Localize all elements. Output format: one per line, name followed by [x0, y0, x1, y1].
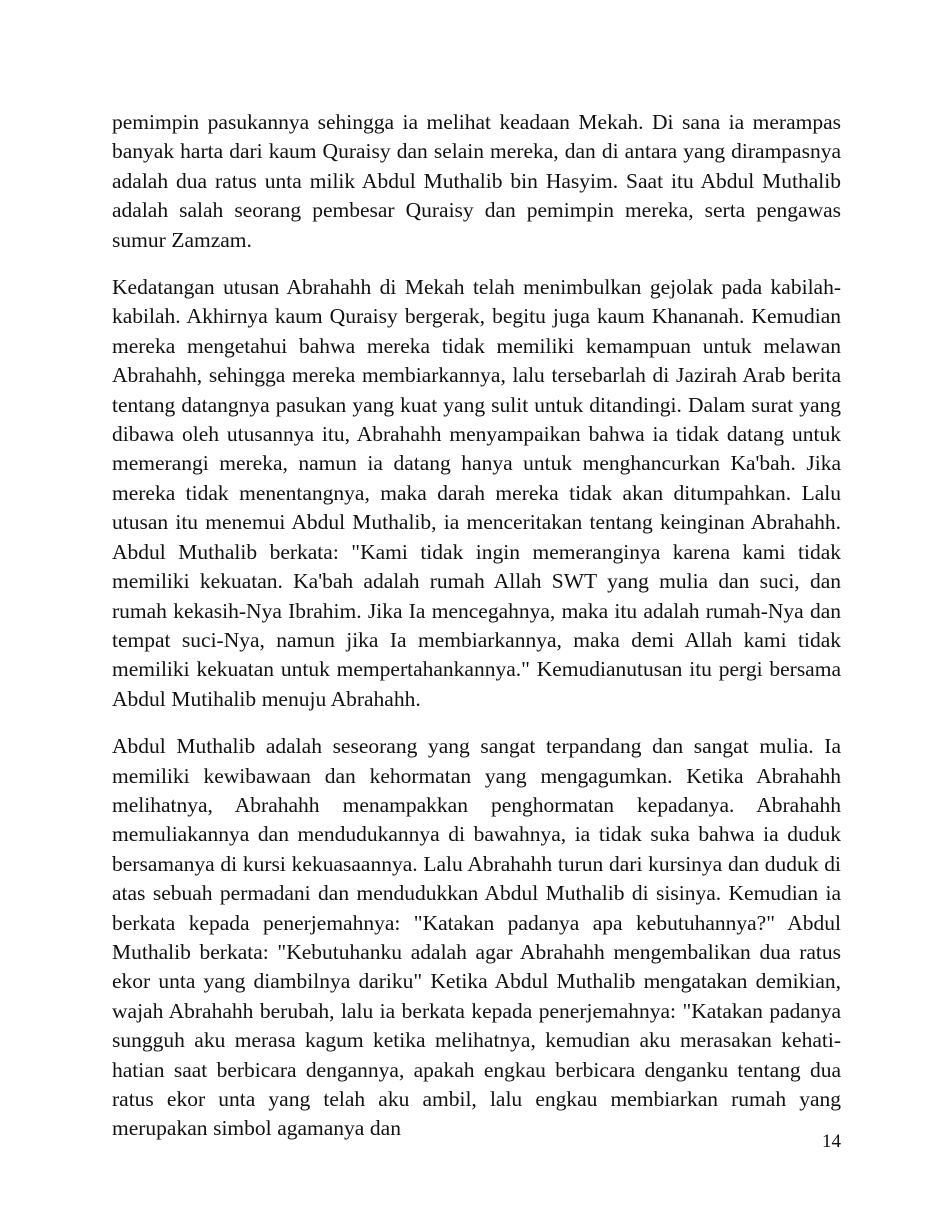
body-paragraph-3: Abdul Muthalib adalah seseorang yang sangat terpandang dan sangat mulia. Ia memiliki kewibawaan dan kehormatan yang mengagumkan. Ketika Abrahahh melihatnya, Abrahahh menampakkan penghormatan kepadanya. Abrahahh memuliakannya dan mendudukannya di bawahnya, ia tidak suka bahwa ia duduk bersamanya di kursi kekuasaannya. Lalu Abrahahh turun dari kursinya dan duduk di atas sebuah permadani dan mendudukkan Abdul Muthalib di sisinya. Kemudian ia berkata kepada penerjemahnya: "Katakan padanya apa kebutuhannya?" Abdul Muthalib berkata: "Kebutuhanku adalah agar Abrahahh mengembalikan dua ratus ekor unta yang diambilnya dariku" Ketika Abdul Muthalib mengatakan demikian, wajah Abrahahh berubah, lalu ia berkata kepada penerjemahnya: "Katakan padanya sungguh aku merasa kagum ketika melihatnya, kemudian aku merasakan kehati-hatian saat berbicara dengannya, apakah engkau berbicara denganku tentang dua ratus ekor unta yang telah aku ambil, lalu engkau membiarkan rumah yang merupakan simbol agamanya dan	[112, 734, 841, 1141]
page-number: 14	[822, 1131, 841, 1152]
body-paragraph-1: pemimpin pasukannya sehingga ia melihat keadaan Mekah. Di sana ia merampas banyak harta dari kaum Quraisy dan selain mereka, dan di antara yang dirampasnya adalah dua ratus unta milik Abdul Muthalib bin Hasyim. Saat itu Abdul Muthalib adalah salah seorang pembesar Quraisy dan pemimpin mereka, serta pengawas sumur Zamzam.	[112, 110, 841, 252]
body-paragraph-2: Kedatangan utusan Abrahahh di Mekah telah menimbulkan gejolak pada kabilah-kabilah. Akhirnya kaum Quraisy bergerak, begitu juga kaum Khananah. Kemudian mereka mengetahui bahwa mereka tidak memiliki kemampuan untuk melawan Abrahahh, sehingga mereka membiarkannya, lalu tersebarlah di Jazirah Arab berita tentang datangnya pasukan yang kuat yang sulit untuk ditandingi. Dalam surat yang dibawa oleh utusannya itu, Abrahahh menyampaikan bahwa ia tidak datang untuk memerangi mereka, namun ia datang hanya untuk menghancurkan Ka'bah. Jika mereka tidak menentangnya, maka darah mereka tidak akan ditumpahkan. Lalu utusan itu menemui Abdul Muthalib, ia menceritakan tentang keinginan Abrahahh. Abdul Muthalib berkata: "Kami tidak ingin memeranginya karena kami tidak memiliki kekuatan. Ka'bah adalah rumah Allah SWT yang mulia dan suci, dan rumah kekasih-Nya Ibrahim. Jika Ia mencegahnya, maka itu adalah rumah-Nya dan tempat suci-Nya, namun jika Ia membiarkannya, maka demi Allah kami tidak memiliki kekuatan untuk mempertahankannya." Kemudianutusan itu pergi bersama Abdul Mutihalib menuju Abrahahh.	[112, 275, 841, 711]
page-body-text	[112, 108, 841, 1144]
